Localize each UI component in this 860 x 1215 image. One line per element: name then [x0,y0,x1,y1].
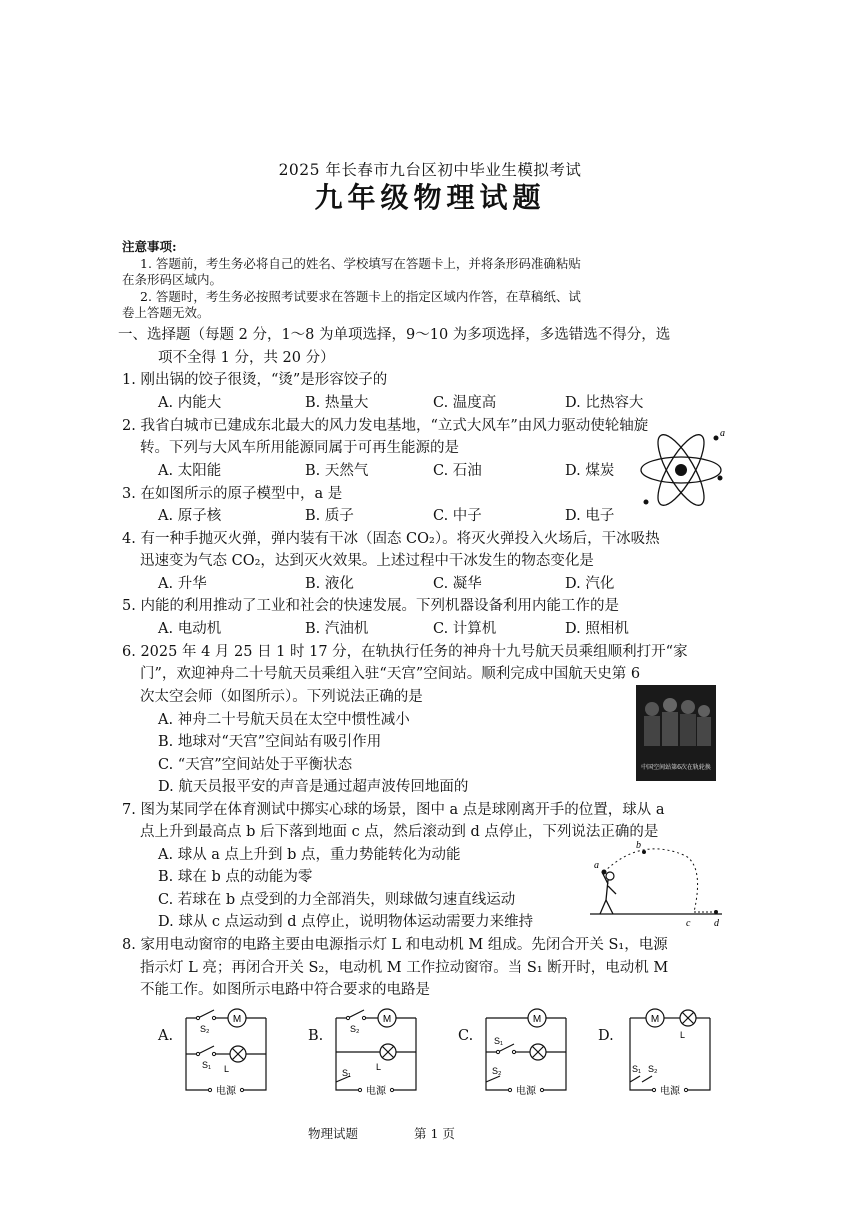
motor-symbol: M [232,1014,242,1025]
switch-s2-label: S₂ [200,1024,210,1034]
option-d: D. 航天员报平安的声音是通过超声波传回地面的 [158,779,469,795]
circuit-a [180,1006,272,1098]
option-a: A. 球从 a 点上升到 b 点，重力势能转化为动能 [158,847,461,863]
switch-s1-label: S₁ [632,1064,642,1074]
question-stem: 3. 在如图所示的原子模型中，a 是 [122,486,343,502]
footer-subject: 物理试题 [308,1126,359,1141]
question-stem-cont: 门”，欢迎神舟二十号航天员乘组入驻“天宫”空间站。顺利完成中国航天史第 6 [140,666,641,682]
notice-heading: 注意事项: [122,239,177,254]
switch-s1-label: S₁ [494,1036,504,1046]
question-stem: 2. 我省白城市已建成东北最大的风力发电基地，“立式大风车”由风力驱动使轮轴旋 [122,418,649,434]
switch-s1-label: S₁ [202,1060,212,1070]
option-a: A. 内能大 [158,395,222,411]
switch-s2-label: S₂ [350,1024,360,1034]
question-stem-cont: 转。下列与大风车所用能源同属于可再生能源的是 [140,440,459,456]
electron-label: a [720,428,725,439]
option-c: C. 凝华 [433,576,482,592]
switch-s1-label: S₁ [342,1068,352,1078]
point-d-label: d [714,918,719,929]
section-heading-cont: 项不全得 1 分，共 20 分） [158,350,335,366]
switch-s2-label: S₂ [648,1064,658,1074]
option-c: C. 石油 [433,463,482,479]
exam-subtitle: 2025 年长春市九台区初中毕业生模拟考试 [278,161,582,179]
circuit-d [624,1006,716,1098]
motor-symbol: M [650,1014,660,1025]
circuit-b [330,1006,422,1098]
point-c-label: c [686,918,691,929]
option-c: C. 温度高 [433,395,497,411]
option-a: A. 升华 [158,576,207,592]
switch-s2-label: S₂ [492,1066,502,1076]
option-d: D. 照相机 [565,621,629,637]
lamp-label: L [680,1030,686,1040]
source-label: 电源 [216,1086,236,1097]
circuit-a-label: A. [158,1028,174,1044]
notice-line: 2. 答题时，考生务必按照考试要求在答题卡上的指定区域内作答，在草稿纸、试 [140,289,581,304]
option-d: D. 汽化 [565,576,615,592]
question-stem-cont: 次太空会师（如图所示）。下列说法正确的是 [140,689,423,705]
circuit-d-label: D. [598,1028,614,1044]
notice-line: 1. 答题前，考生务必将自己的姓名、学校填写在答题卡上，并将条形码准确粘贴 [140,256,581,271]
source-label: 电源 [366,1086,386,1097]
question-stem: 1. 刚出锅的饺子很烫，“烫”是形容饺子的 [122,372,388,388]
option-a: A. 神舟二十号航天员在太空中惯性减小 [158,712,410,728]
point-b-label: b [636,840,641,851]
circuit-b-label: B. [308,1028,324,1044]
section-heading: 一、选择题（每题 2 分，1～8 为单项选择，9～10 为多项选择，多选错选不得分，选 [118,327,671,343]
question-stem-cont: 不能工作。如图所示电路中符合要求的电路是 [140,982,430,998]
question-stem: 8. 家用电动窗帘的电路主要由电源指示灯 L 和电动机 M 组成。先闭合开关 S₁，电源 [122,937,668,953]
circuit-c [480,1006,572,1098]
option-a: A. 电动机 [158,621,222,637]
option-b: B. 液化 [305,576,354,592]
option-d: D. 煤炭 [565,463,615,479]
option-d: D. 球从 c 点运动到 d 点停止，说明物体运动需要力来维持 [158,914,534,930]
option-c: C. “天宫”空间站处于平衡状态 [158,757,353,773]
motor-symbol: M [532,1014,542,1025]
astronauts-photo [636,685,716,781]
question-stem-cont: 点上升到最高点 b 后下落到地面 c 点，然后滚动到 d 点停止，下列说法正确的是 [140,824,659,840]
atom-model-figure [636,428,726,508]
question-stem: 4. 有一种手抛灭火弹，弹内装有干冰（固态 CO₂）。将灭火弹投入火场后，干冰吸热 [122,531,660,547]
question-stem: 5. 内能的利用推动了工业和社会的快速发展。下列机器设备利用内能工作的是 [122,598,619,614]
question-stem-cont: 迅速变为气态 CO₂，达到灭火效果。上述过程中干冰发生的物态变化是 [140,553,594,569]
option-b: B. 球在 b 点的动能为零 [158,869,313,885]
option-c: C. 计算机 [433,621,497,637]
option-a: A. 太阳能 [158,463,222,479]
option-b: B. 汽油机 [305,621,369,637]
option-b: B. 地球对“天宫”空间站有吸引作用 [158,734,382,750]
option-c: C. 若球在 b 点受到的力全部消失，则球做匀速直线运动 [158,892,516,908]
question-stem: 6. 2025 年 4 月 25 日 1 时 17 分，在轨执行任务的神舟十九号航天员乘组顺利打开“家 [122,644,688,660]
lamp-label: L [376,1062,382,1072]
option-d: D. 电子 [565,508,615,524]
notice-line: 卷上答题无效。 [122,305,210,320]
shot-put-figure [586,842,726,930]
notice-line: 在条形码区域内。 [122,272,223,287]
source-label: 电源 [660,1086,680,1097]
option-d: D. 比热容大 [565,395,644,411]
option-b: B. 热量大 [305,395,369,411]
exam-title: 九年级物理试题 [314,181,546,214]
motor-symbol: M [382,1014,392,1025]
circuit-c-label: C. [458,1028,474,1044]
question-stem-cont: 指示灯 L 亮；再闭合开关 S₂，电动机 M 工作拉动窗帘。当 S₁ 断开时，电动机 M [140,960,669,976]
lamp-label: L [224,1064,230,1074]
option-a: A. 原子核 [158,508,222,524]
photo-caption: 中国空间站第6次在轨轮换 [641,764,711,771]
option-b: B. 天然气 [305,463,369,479]
option-b: B. 质子 [305,508,354,524]
footer-page-number: 第 1 页 [414,1126,455,1141]
option-c: C. 中子 [433,508,482,524]
point-a-label: a [594,860,599,871]
question-stem: 7. 图为某同学在体育测试中掷实心球的场景，图中 a 点是球刚离开手的位置，球从 a [122,802,665,818]
source-label: 电源 [516,1086,536,1097]
